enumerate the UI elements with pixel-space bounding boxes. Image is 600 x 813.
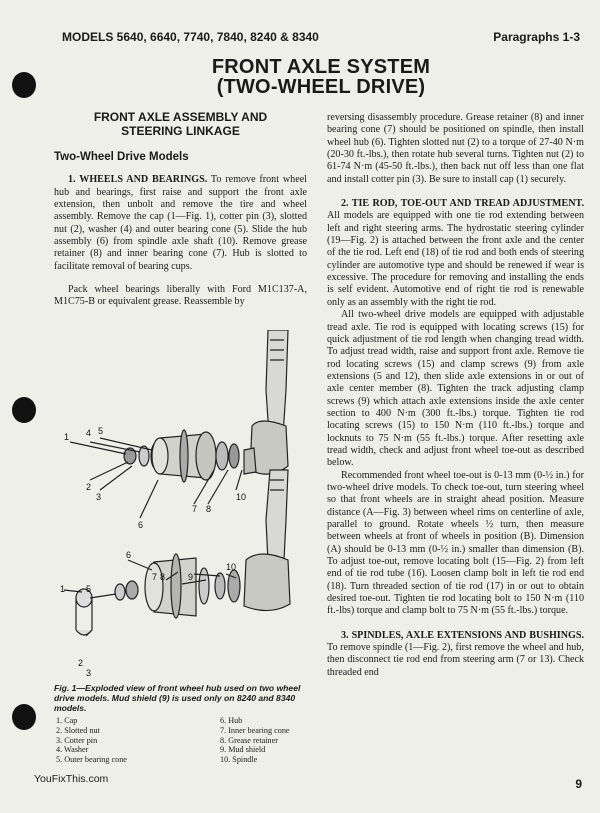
legend-left xyxy=(56,716,127,765)
page-header xyxy=(62,30,580,44)
binder-hole xyxy=(12,72,36,98)
header-models: MODELS 5640, 6640, 7740, 7840, 8240 & 8340 xyxy=(62,30,319,44)
callout: 10 xyxy=(226,562,237,572)
callout: 7 xyxy=(192,504,198,514)
callout: 10 xyxy=(236,492,247,502)
callout: 2 xyxy=(78,658,84,668)
section-heading: FRONT AXLE ASSEMBLY AND STEERING LINKAGE xyxy=(93,110,268,138)
legend-right xyxy=(220,716,290,765)
callout: 4 xyxy=(86,428,92,438)
legend-item: 2. Slotted nut xyxy=(56,725,100,735)
title-line-2: (TWO-WHEEL DRIVE) xyxy=(216,76,426,98)
paragraph-1-continued: reversing disassembly procedure. Grease retainer (8) and inner bearing cone (7) should be positioned on spindle, then install wheel hub (6). Tighten slotted nut (2) to a torque of 27-40 N·m (20-30 ft.-lbs.), then rotate hub several turns. Tighten nut (2) to 61-74 N·m (45-50 ft.-lbs.), then back nut off less than one flat and install cotter pin (3). Be sure to install cap (1) securely. xyxy=(327,112,584,185)
callout: 5 xyxy=(98,426,104,436)
callout: 6 xyxy=(138,520,144,530)
figure-caption: Fig. 1—Exploded view of front wheel hub used on two wheel drive models. Mud shield (9) is used only on 8240 and 8340 models. xyxy=(54,683,301,713)
callout: 1 xyxy=(60,584,66,594)
page-number: 9 xyxy=(575,777,582,791)
callout: 9 xyxy=(188,572,194,582)
paragraph-2b: All two-wheel drive models are equipped with adjustable tread axle. Tie rod is equipped with locating screws (15) for quick adjustment of tie rod length when changing tread width. To adjust tread width, raise and support front axle. Remove tie rod locating screws (15) and clamp screws (9) from axle extensions (5 and 12), then slide axle extensions in or out of axle center member (8). Tighten the track adjusting clamp screws (9) which attach axle extensions inside the axle center section to 400 N·m (300 ft.-lbs.) torque. Tighten tie rod locating screws (15) to 150 N·m (110 ft.-lbs.) torque and locknuts to 75 N·m (55 ft.-lbs.) torque. After resetting axle tread width, check and adjust front wheel toe-out as described below. xyxy=(327,309,584,469)
paragraph-2c: Recommended front wheel toe-out is 0-13 mm (0-½ in.) for two-wheel drive models. To check toe-out, turn steering wheel so that front wheels are in straight ahead position. Measure distance (A—Fig. 3) between wheel rims on centerline of axle, parallel to ground. Rotate wheels ½ turn, then measure between wheels at front of wheels in position (B). Dimension (A) should be 0-13 mm (0-½ in.) smaller than dimension (B). To adjust toe-out, remove locating bolt (15—Fig. 2) from left end of tie rod tube (16). Loosen clamp bolt in left tie rod end (18). Turn threaded section of tie rod (17) in or out to obtain desired toe-out. Tighten tie rod locating bolt to 150 N·m (110 ft.-lbs) torque and clamp bolt to 75 N·m (55 ft.-lbs.) torque. xyxy=(327,469,584,617)
callout: 8 xyxy=(206,504,212,514)
legend-item: 10. Spindle xyxy=(220,755,258,765)
legend-item: 3. Cotter pin xyxy=(56,735,98,745)
left-column xyxy=(54,110,307,309)
callout: 5 xyxy=(86,584,92,594)
callout: 6 xyxy=(126,550,132,560)
right-column xyxy=(327,112,584,679)
legend-item: 6. Hub xyxy=(220,716,243,725)
paragraph-2: 2. TIE ROD, TOE-OUT AND TREAD ADJUSTMENT. All models are equipped with one tie rod extending between left and right steering arms. The hydrostatic steering cylinder (19—Fig. 2) is attached between the front axle and the center of the tie rod. Left end (18) of tie rod and both ends of steering cylinder are automotive type and should be renewed if wear is excessive. The procedure for removing and installing the ends is self evident. Automotive end of right tie rod is renewable only as an assembly with the right tie rod. xyxy=(327,198,584,308)
callout: 3 xyxy=(86,668,92,678)
paragraph-1: 1. WHEELS AND BEARINGS. To remove front wheel hub and bearings, first raise and support the front axle extension, then unbolt and remove the tire and wheel assembly. Remove the cap (1—Fig. 1), cotter pin (3), slotted nut (2), washer (4) and outer bearing cone (5). Slide the hub assembly (6) from spindle axle shaft (10). Remove grease retainer (8) and inner bearing cone (7). Hub is slotted to facilitate removal of bearing cups. xyxy=(54,174,307,272)
subheading: Two-Wheel Drive Models xyxy=(54,151,189,163)
legend-item: 7. Inner bearing cone xyxy=(220,725,290,735)
legend-item: 1. Cap xyxy=(56,716,78,725)
callout: 8 xyxy=(160,572,166,582)
callout: 1 xyxy=(64,432,70,442)
paragraph-1b: Pack wheel bearings liberally with Ford M1C137-A, M1C75-B or equivalent grease. Reassemble by xyxy=(54,284,307,308)
footer-site: YouFixThis.com xyxy=(34,773,109,785)
page-title xyxy=(62,57,580,97)
title-line-1: FRONT AXLE SYSTEM xyxy=(211,56,431,78)
binder-hole xyxy=(12,704,36,730)
header-paragraphs: Paragraphs 1-3 xyxy=(493,30,580,44)
callout: 7 xyxy=(152,572,158,582)
callout: 3 xyxy=(96,492,102,502)
exploded-hub-figure xyxy=(56,330,306,680)
legend-item: 4. Washer xyxy=(56,745,89,755)
legend-item: 9. Mud shield xyxy=(220,745,266,755)
legend-item: 8. Grease retainer xyxy=(220,735,278,745)
callout: 2 xyxy=(86,482,92,492)
legend-item: 5. Outer bearing cone xyxy=(56,755,127,765)
binder-hole xyxy=(12,397,36,423)
paragraph-3: 3. SPINDLES, AXLE EXTENSIONS AND BUSHINGS. To remove spindle (1—Fig. 2), first remove the wheel and hub, then disconnect tie rod end from steering arm (7 or 13). Check threaded end xyxy=(327,629,584,678)
